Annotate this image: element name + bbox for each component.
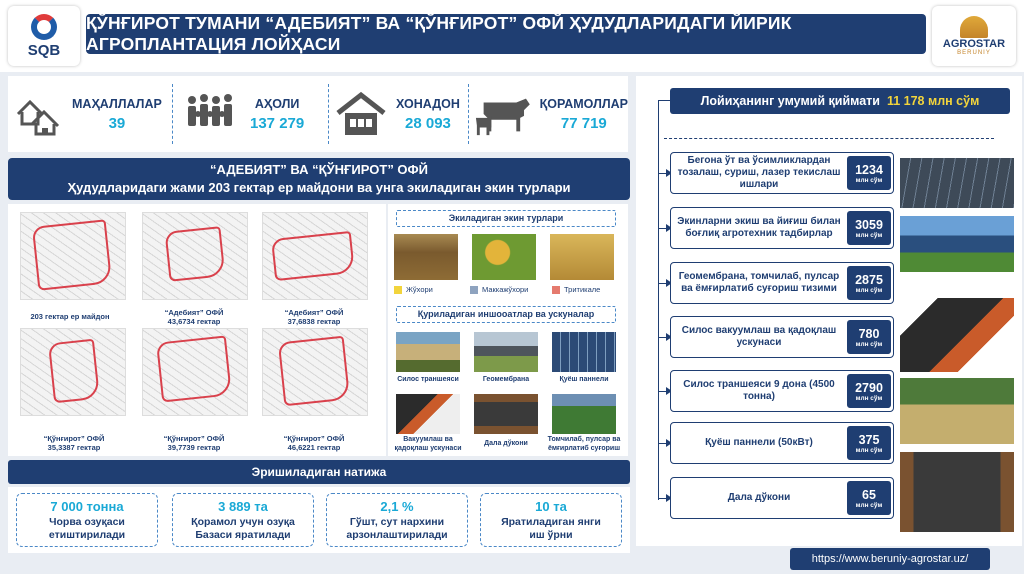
result-text: Гўшт, сут нархини арзонлаштирилади — [346, 516, 448, 541]
arrow-icon — [658, 337, 670, 338]
arrow-icon — [658, 443, 670, 444]
people-icon — [184, 92, 240, 136]
map-image — [142, 328, 248, 416]
cost-item-value: 65 млн сўм — [847, 481, 891, 515]
result-text: Қорамол учун озуқа Базаси яратилади — [191, 516, 295, 541]
solar-panel-photo — [552, 332, 616, 372]
cost-item-value: 3059 млн сўм — [847, 211, 891, 245]
section-header — [8, 158, 630, 200]
agrostar-logo-icon — [960, 16, 988, 38]
cost-item — [670, 422, 894, 464]
cost-item-text: Дала дўкони — [727, 492, 791, 503]
tree-line — [658, 100, 670, 101]
map-caption: “Қўнғирот” ОФЙ 35,3387 гектар — [43, 434, 105, 452]
result-value: 10 та — [535, 499, 567, 514]
result-value: 7 000 тонна — [50, 499, 124, 514]
stat-value: 137 279 — [250, 114, 305, 132]
result-value: 2,1 % — [380, 499, 414, 514]
irrigation-photo — [552, 394, 616, 434]
legend-swatch — [552, 286, 560, 294]
map-caption: “Адебият” ОФЙ 37,6838 гектар — [284, 308, 344, 326]
cost-item — [670, 262, 894, 304]
sqb-logo-icon — [31, 14, 57, 40]
map-image — [262, 212, 368, 300]
result-card — [16, 493, 158, 547]
project-cost-panel — [636, 76, 1022, 546]
arrow-icon — [658, 498, 670, 499]
legend-swatch — [394, 286, 402, 294]
cost-item-value: 1234 млн сўм — [847, 156, 891, 190]
result-card — [172, 493, 314, 547]
stat-value: 28 093 — [405, 114, 451, 132]
cost-item-value: 375 млн сўм — [847, 426, 891, 460]
sqb-logo — [8, 6, 80, 66]
geomembrane-photo — [474, 332, 538, 372]
field-prep-photo — [900, 158, 1014, 208]
map-caption: “Қўнғирот” ОФЙ 39,7739 гектар — [163, 434, 225, 452]
facility-caption: Дала дўкони — [484, 440, 528, 447]
stat-label: ҚОРАМОЛЛАР — [539, 96, 628, 111]
total-cost-label: Лойиҳанинг умумий қиймати — [700, 94, 880, 108]
cost-item-value: 780 млн сўм — [847, 320, 891, 354]
facilities-title: Қуриладиган иншооатлар ва ускуналар — [396, 306, 616, 323]
vacuum-machine-photo — [900, 298, 1014, 372]
cost-item-text: Бегона ўт ва ўсимликлардан тозалаш, суриш, лазер текислаш ишлари — [677, 155, 841, 190]
stat-label: АҲОЛИ — [254, 96, 300, 111]
total-cost-bar — [670, 88, 1010, 114]
legend-label: Жўхори — [406, 285, 433, 294]
agrostar-logo — [932, 6, 1016, 66]
cost-item — [670, 370, 894, 412]
stat-aholi — [184, 76, 324, 152]
sqb-logo-text: SQB — [27, 41, 61, 59]
legend-swatch — [470, 286, 478, 294]
stats-panel — [8, 76, 628, 152]
map-image — [20, 328, 126, 416]
divider — [468, 84, 469, 144]
map-image — [20, 212, 126, 300]
map-caption: “Адебият” ОФЙ 43,6734 гектар — [164, 308, 224, 326]
stat-value: 39 — [108, 114, 126, 132]
total-cost-value: 11 178 млн сўм — [886, 94, 980, 108]
cost-item-text: Силос вакуумлаш ва қадоқлаш ускунаси — [681, 325, 837, 348]
crops-title: Экиладиган экин турлари — [396, 210, 616, 227]
stat-mahallalar — [14, 76, 164, 152]
divider — [172, 84, 173, 144]
legend-label: Тритикале — [564, 285, 601, 294]
cost-item-value: 2875 млн сўм — [847, 266, 891, 300]
cost-item — [670, 477, 894, 519]
facility-caption: Силос траншеяси — [397, 376, 459, 383]
houses-icon — [14, 90, 62, 138]
silage-trench-photo — [396, 332, 460, 372]
stat-label: МАҲАЛЛАЛАР — [72, 96, 162, 111]
facility-caption: Қуёш паннели — [559, 376, 609, 383]
cost-item-value: 2790 млн сўм — [847, 374, 891, 408]
vacuum-machine-photo — [396, 394, 460, 434]
results-panel — [8, 487, 630, 553]
tree-line — [658, 100, 659, 500]
map-caption: 203 гектар ер майдон — [30, 312, 110, 321]
section-header-line1: “АДЕБИЯТ” ВА “ҚЎНҒИРОТ” ОФЙ — [210, 162, 428, 177]
silage-trench-photo — [900, 378, 1014, 444]
map-caption: “Қўнғирот” ОФЙ 46,6221 гектар — [283, 434, 345, 452]
result-header: Эришиладиган натижа — [8, 460, 630, 484]
field-shop-photo — [900, 452, 1014, 532]
sorghum-photo — [394, 234, 458, 280]
triticale-photo — [550, 234, 614, 280]
arrow-icon — [658, 283, 670, 284]
corn-photo — [472, 234, 536, 280]
facility-caption: Томчилаб, пулсар ва ёмғирлатиб суғориш — [547, 436, 621, 452]
cost-item — [670, 152, 894, 194]
cattle-icon — [474, 92, 534, 136]
cost-item — [670, 207, 894, 249]
arrow-icon — [658, 173, 670, 174]
result-card — [326, 493, 468, 547]
legend-label: Маккажўхори — [482, 285, 529, 294]
stat-qoramollar — [474, 76, 628, 152]
stat-xonadon — [336, 76, 476, 152]
maps-panel — [8, 204, 386, 456]
divider — [328, 84, 329, 144]
map-image — [142, 212, 248, 300]
cost-item — [670, 316, 894, 358]
facility-caption: Геомембрана — [482, 376, 530, 383]
facility-caption: Вакуумлаш ва қадоқлаш ускунаси — [394, 436, 462, 452]
map-image — [262, 328, 368, 416]
cost-item-text: Қуёш паннели (50кВт) — [705, 437, 813, 448]
arrow-icon — [658, 391, 670, 392]
agrostar-logo-sub: BERUNIY — [957, 50, 991, 56]
stat-value: 77 719 — [560, 114, 607, 132]
section-header-line2: Ҳудудларидаги жами 203 гектар ер майдони ва унга экиладиган экин турлари — [67, 180, 571, 195]
result-card — [480, 493, 622, 547]
crops-panel — [388, 204, 628, 456]
agrostar-logo-title: AGROSTAR — [942, 38, 1006, 50]
solar-field-photo — [900, 216, 1014, 272]
page-title: ҚЎНҒИРОТ ТУМАНИ “АДЕБИЯТ” ВА “ҚЎНҒИРОТ” ОФЙ ҲУДУДЛАРИДАГИ ЙИРИК АГРОПЛАНТАЦИЯ ЛОЙҲАСИ — [86, 14, 926, 54]
cost-item-text: Геомембрана, томчилаб, пулсар ва ёмғирлатиб суғориш тизими — [678, 271, 840, 294]
website-link[interactable]: https://www.beruniy-agrostar.uz/ — [790, 548, 990, 570]
result-value: 3 889 та — [218, 499, 268, 514]
house-icon — [336, 91, 386, 137]
divider — [664, 138, 994, 139]
cost-item-text: Силос траншеяси 9 дона (4500 тонна) — [683, 379, 835, 402]
cost-item-text: Экинларни экиш ва йиғиш билан боғлиқ агротехник тадбирлар — [677, 216, 841, 239]
result-text: Яратиладиган янги иш ўрни — [501, 516, 601, 541]
arrow-icon — [658, 228, 670, 229]
stat-label: ХОНАДОН — [396, 96, 460, 111]
field-shop-photo — [474, 394, 538, 434]
result-text: Чорва озуқаси етиштирилади — [48, 516, 126, 541]
